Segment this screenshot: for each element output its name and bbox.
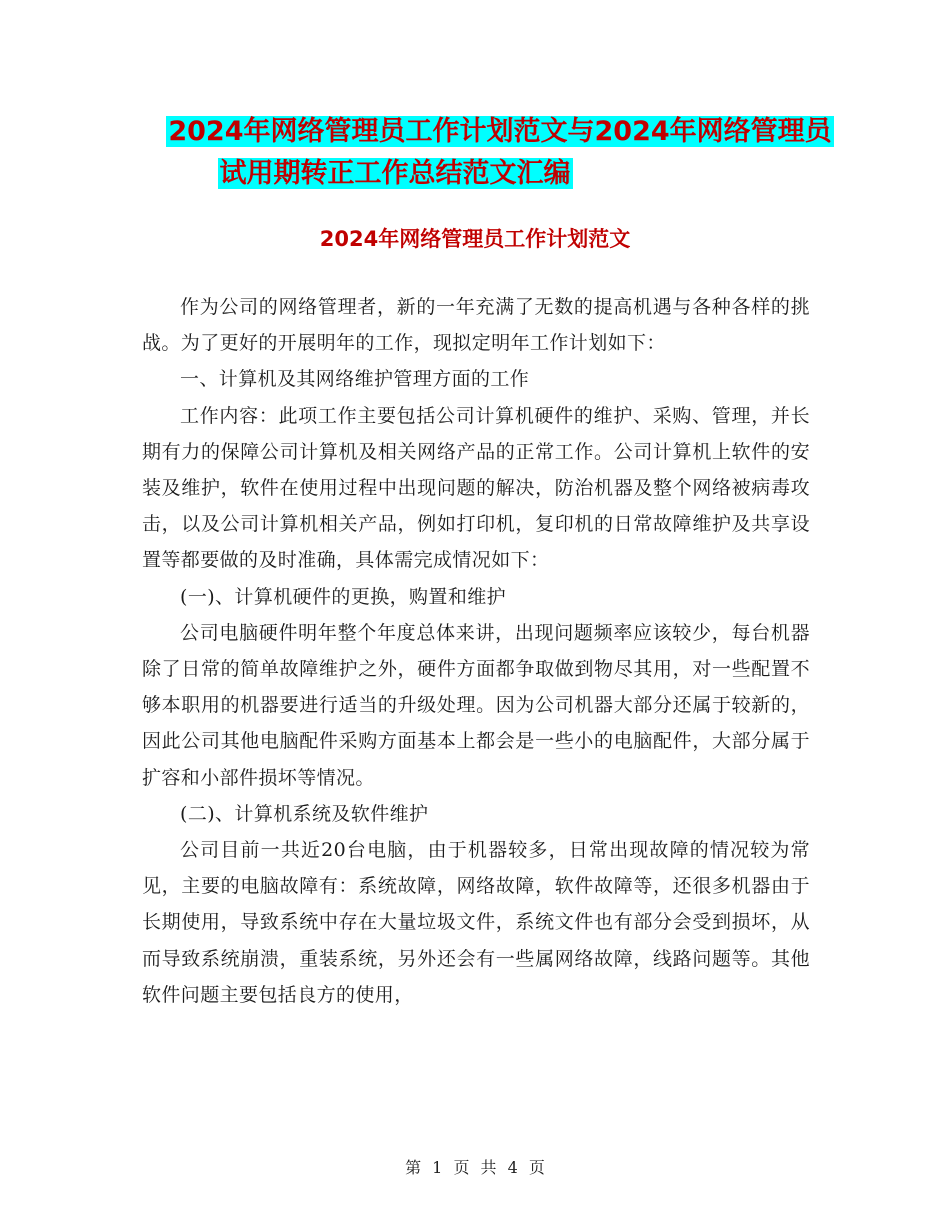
paragraph-software: 公司目前一共近20台电脑，由于机器较多，日常出现故障的情况较为常见，主要的电脑故障有：系统故障，网络故障，软件故障等，还很多机器由于长期使用，导致系统中存在大量垃圾文件，系统文件也有部分会受到损坏，从而导致系统崩溃，重装系统，另外还会有一些属网络故障，线路问题等。其他软件问题主要包括良方的使用， [142, 839, 810, 1006]
paragraph-subheading-1: (一)、计算机硬件的更换，购置和维护 [180, 585, 507, 608]
paragraph-intro: 作为公司的网络管理者，新的一年充满了无数的提高机遇与各种各样的挑战。为了更好的开展明年的工作，现拟定明年工作计划如下： [142, 296, 810, 355]
paragraph-subheading-2: (二)、计算机系统及软件维护 [180, 802, 429, 825]
paragraph-hardware: 公司电脑硬件明年整个年度总体来讲，出现问题频率应该较少，每台机器除了日常的简单故障维护之外，硬件方面都争取做到物尽其用，对一些配置不够本职用的机器要进行适当的升级处理。因为公司机器大部分还属于较新的，因此公司其他电脑配件采购方面基本上都会是一些小的电脑配件，大部分属于扩容和小部件损坏等情况。 [142, 621, 810, 789]
highlighted-title-text-1: 2024年网络管理员工作计划范文与2024年网络管理员 [168, 116, 832, 147]
body-text [142, 289, 810, 1013]
paragraph-heading-1: 一、计算机及其网络维护管理方面的工作 [180, 368, 530, 391]
highlighted-title-text-2: 试用期转正工作总结范文汇编 [219, 158, 571, 189]
document-title-line-1 [25, 112, 950, 152]
page-footer: 第 1 页 共 4 页 [405, 1158, 545, 1177]
document-title-line-2 [0, 154, 870, 194]
section-title: 2024年网络管理员工作计划范文 [319, 227, 631, 251]
paragraph-work-content: 工作内容：此项工作主要包括公司计算机硬件的维护、采购、管理，并长期有力的保障公司计算机及相关网络产品的正常工作。公司计算机上软件的安装及维护，软件在使用过程中出现问题的解决，防治机器及整个网络被病毒攻击，以及公司计算机相关产品，例如打印机，复印机的日常故障维护及共享设置等都要做的及时准确，具体需完成情况如下： [142, 404, 810, 572]
